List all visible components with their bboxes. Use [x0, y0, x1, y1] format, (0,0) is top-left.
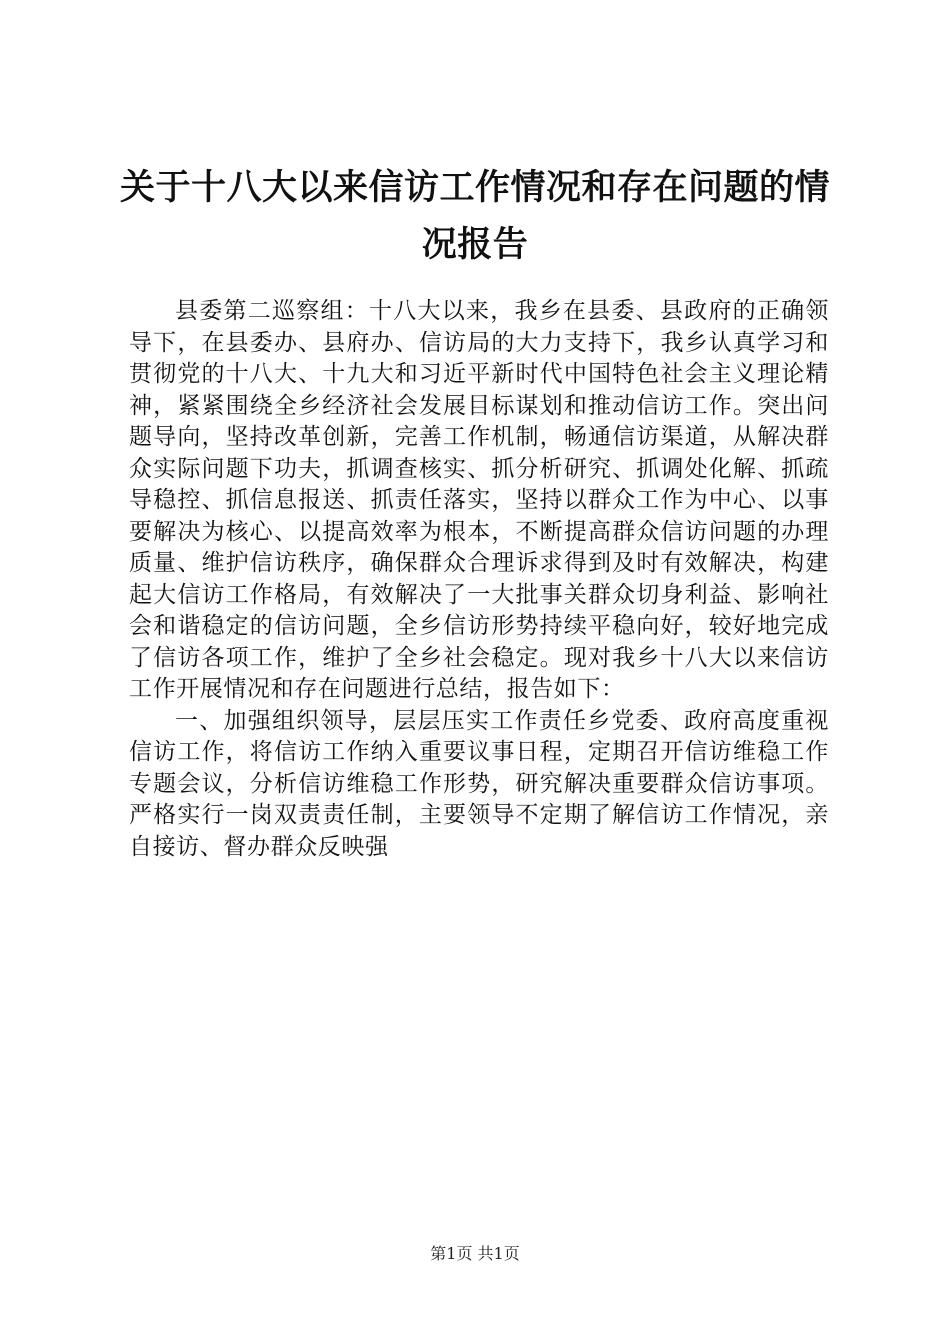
document-body	[129, 296, 829, 863]
document-title: 关于十八大以来信访工作情况和存在问题的情况报告	[119, 168, 830, 265]
body-paragraph-intro: 县委第二巡察组：十八大以来，我乡在县委、县政府的正确领导下，在县委办、县府办、信访局的大力支持下，我乡认真学习和贯彻党的十八大、十九大和习近平新时代中国特色社会主义理论精神，紧紧围绕全乡经济社会发展目标谋划和推动信访工作。突出问题导向，坚持改革创新，完善工作机制，畅通信访渠道，从解决群众实际问题下功夫，抓调查核实、抓分析研究、抓调处化解、抓疏导稳控、抓信息报送、抓责任落实，坚持以群众工作为中心、以事要解决为核心、以提高效率为根本，不断提高群众信访问题的办理质量、维护信访秩序，确保群众合理诉求得到及时有效解决，构建起大信访工作格局，有效解决了一大批事关群众切身利益、影响社会和谐稳定的信访问题，全乡信访形势持续平稳向好，较好地完成了信访各项工作，维护了全乡社会稳定。现对我乡十八大以来信访工作开展情况和存在问题进行总结，报告如下：	[129, 298, 829, 702]
page-number-footer: 第1页 共1页	[430, 1244, 520, 1263]
body-paragraph-section-one: 一、加强组织领导，层层压实工作责任乡党委、政府高度重视信访工作，将信访工作纳入重要议事日程，定期召开信访维稳工作专题会议，分析信访维稳工作形势，研究解决重要群众信访事项。严格实行一岗双责责任制，主要领导不定期了解信访工作情况，亲自接访、督办群众反映强	[129, 707, 829, 860]
